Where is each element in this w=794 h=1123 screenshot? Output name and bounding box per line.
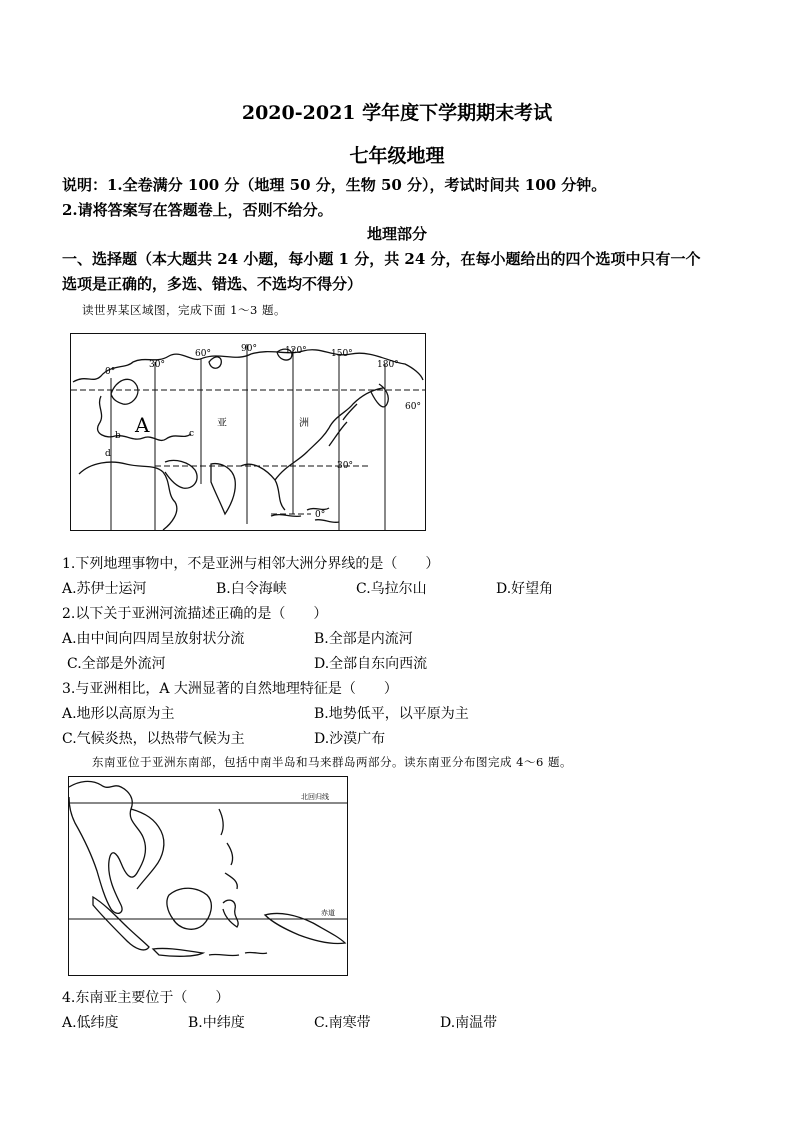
lat-label-60: 60°: [405, 402, 421, 412]
asia-label-1: 亚: [217, 418, 227, 429]
q4-option-c: C.南寒带: [314, 1015, 371, 1031]
tropic-label: 北回归线: [301, 793, 329, 801]
southeast-asia-map: [68, 776, 348, 976]
q1-stem: 1.下列地理事物中，不是亚洲与相邻大洲分界线的是（ ）: [62, 556, 440, 572]
region-a-label: A: [135, 413, 150, 437]
arabia-outline: [165, 460, 197, 488]
lon-label-120: 120°: [285, 346, 307, 356]
eurasia-coastline: [73, 350, 423, 382]
africa-outline: [79, 462, 177, 530]
vietnam-coast: [131, 809, 164, 889]
q1-option-b: B.白令海峡: [216, 581, 287, 597]
east-asia-coast: [241, 388, 383, 510]
q4-option-b: B.中纬度: [188, 1015, 245, 1031]
q3-stem: 3.与亚洲相比，A 大洲显著的自然地理特征是（ ）: [62, 681, 398, 697]
instruction-line-2: 2.请将答案写在答题卷上，否则不给分。: [62, 201, 333, 219]
philippines-outline: [219, 809, 237, 889]
india-outline: [211, 464, 235, 514]
lesser-sunda-islands: [209, 952, 267, 955]
kamchatka-outline: [371, 384, 388, 407]
q4-stem: 4.东南亚主要位于（ ）: [62, 990, 230, 1006]
instruction-line-1: 说明：1.全卷满分 100 分（地理 50 分，生物 50 分），考试时间共 100 分钟。: [62, 176, 607, 194]
q2-option-a: A.由中间向四周呈放射状分流: [62, 631, 245, 647]
exam-title: 2020-2021 学年度下学期期末考试: [241, 102, 553, 124]
lon-label-0: 0°: [105, 367, 116, 377]
q1-option-c: C.乌拉尔山: [356, 581, 427, 597]
q2-option-c: C.全部是外流河: [67, 656, 166, 672]
lon-label-30: 30°: [149, 360, 165, 370]
mark-d-label: d: [105, 449, 111, 459]
borneo-outline: [167, 888, 211, 929]
q4-option-d: D.南温带: [440, 1015, 498, 1031]
lat-label-30: 30°: [337, 461, 353, 471]
asia-label-2: 洲: [299, 418, 309, 429]
sulawesi-outline: [223, 900, 238, 927]
lon-label-60: 60°: [195, 349, 211, 359]
japan-outline: [329, 404, 357, 446]
q3-option-b: B.地势低平，以平原为主: [314, 706, 469, 722]
q1-option-d: D.好望角: [496, 581, 554, 597]
q3-option-c: C.气候炎热，以热带气候为主: [62, 731, 245, 747]
asia-region-map: [70, 333, 426, 531]
q4-option-a: A.低纬度: [62, 1015, 119, 1031]
q2-stem: 2.以下关于亚洲河流描述正确的是（ ）: [62, 606, 328, 622]
section-heading-line-2: 选项是正确的，多选、错选、不选均不得分）: [62, 275, 363, 293]
indochina-outline: [69, 781, 145, 913]
section-heading-line-1: 一、选择题（本大题共 24 小题，每小题 1 分，共 24 分，在每小题给出的四个选项中只有一个: [62, 250, 701, 268]
exam-subtitle: 七年级地理: [349, 145, 445, 167]
new-guinea-outline: [265, 913, 345, 943]
equator-label: 赤道: [321, 909, 335, 917]
lon-label-90: 90°: [241, 344, 257, 354]
lon-label-180: 180°: [377, 360, 399, 370]
q2-option-b: B.全部是内流河: [314, 631, 413, 647]
map1-intro: 读世界某区域图，完成下面 1～3 题。: [82, 303, 286, 317]
lon-label-150: 150°: [331, 349, 353, 359]
mark-c-label: c: [189, 429, 195, 439]
southeast-asia-map-svg: [69, 777, 347, 975]
indonesia-islands: [271, 508, 339, 522]
q3-option-d: D.沙漠广布: [314, 731, 386, 747]
q3-option-a: A.地形以高原为主: [62, 706, 175, 722]
map2-intro: 东南亚位于亚洲东南部，包括中南半岛和马来群岛两部分。读东南亚分布图完成 4～6 题。: [92, 755, 572, 769]
asia-region-map-svg: [71, 334, 425, 530]
scandinavia-outline: [111, 379, 138, 404]
part-title: 地理部分: [366, 225, 427, 243]
q2-option-d: D.全部自东向西流: [314, 656, 428, 672]
lat-label-0: 0°: [315, 510, 326, 520]
java-outline: [153, 948, 203, 956]
mark-b-label: b: [115, 431, 121, 441]
q1-option-a: A.苏伊士运河: [62, 581, 147, 597]
